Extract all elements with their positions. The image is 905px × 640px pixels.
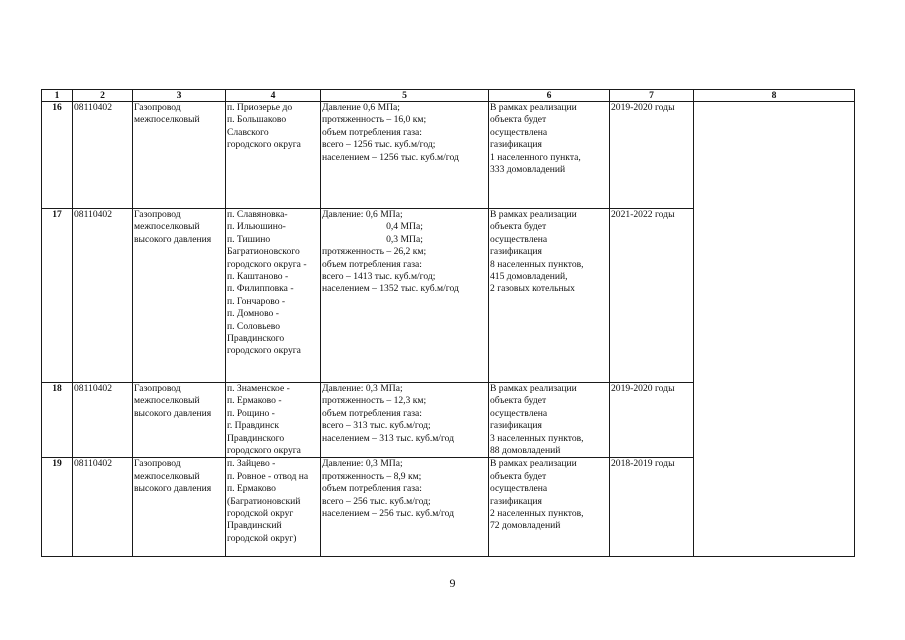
object-name [133,383,226,458]
table-header-row [42,90,855,102]
column-header-4: 4 [226,90,321,102]
route-description [226,383,321,458]
text-line: п. Большаково [227,114,287,126]
text-line: протяженность – 26,2 км; [322,246,427,258]
route-description [226,458,321,557]
expected-result [489,383,610,458]
row-code: 08110402 [73,209,133,383]
text-line: 72 домовладений [490,520,561,532]
text-line: объем потребления газа: [322,258,422,270]
text-line: межпоселковый [134,221,200,233]
text-line: населением – 313 тыс. куб.м/год [322,432,455,444]
expected-result [489,209,610,383]
investment-projects-table [41,89,855,557]
text-line: осуществлена [490,233,548,245]
text-line: п. Зайцево - [227,458,276,470]
text-line: п. Знаменское - [227,383,290,394]
technical-parameters [321,209,489,383]
text-line: Багратионовского [227,246,300,258]
text-line: осуществлена [490,407,548,419]
text-line: осуществлена [490,126,548,138]
text-line: межпоселковый [134,395,200,407]
text-line: городской округ) [227,532,297,544]
text-line: населением – 256 тыс. куб.м/год [322,508,455,520]
row-code: 08110402 [73,102,133,209]
text-line: п. Приозерье до [227,102,293,113]
text-line: Газопровод [134,209,181,220]
text-line: 3 населенных пунктов, [490,432,584,444]
column-header-7: 7 [610,90,694,102]
text-line: объем потребления газа: [322,126,422,138]
text-line: п. Ровное - отвод на [227,470,309,482]
text-line: 2 населенных пунктов, [490,508,584,520]
text-line: 1 населенного пункта, [490,151,581,163]
text-line: Газопровод [134,383,181,394]
text-line: объекта будет [490,395,547,407]
text-line: Славского [227,126,269,138]
object-name [133,209,226,383]
text-line: Правдинского [227,432,285,444]
text-line: Правдинский [227,520,282,532]
text-line: г. Правдинск [227,420,279,432]
text-line: п. Тишино [227,233,271,245]
row-number: 16 [42,102,73,209]
text-line: Давление: 0,3 МПа; [322,458,403,470]
text-line: всего – 1413 тыс. куб.м/год; [322,271,436,283]
text-line: объем потребления газа: [322,483,422,495]
implementation-period: 2018-2019 годы [610,458,694,557]
row-code: 08110402 [73,383,133,458]
text-line: п. Ермаково - [227,395,282,407]
object-name [133,458,226,557]
text-line: Давление 0,6 МПа; [322,102,400,113]
text-line: газификация [490,420,542,432]
text-line: газификация [490,495,542,507]
expected-result [489,102,610,209]
text-line: 333 домовладений [490,164,566,176]
text-line: объекта будет [490,221,547,233]
text-line: 415 домовладений, [490,271,568,283]
column-header-3: 3 [133,90,226,102]
object-name [133,102,226,209]
text-line: п. Соловьево [227,320,281,332]
text-line: п. Гончарово - [227,295,286,307]
text-line: 0,3 МПа; [386,233,423,245]
column-header-6: 6 [489,90,610,102]
text-line: В рамках реализации [490,383,577,394]
text-line: п. Ермаково [227,483,276,495]
text-line: протяженность – 12,3 км; [322,395,427,407]
text-line: объем потребления газа: [322,407,422,419]
note-cell [694,102,855,557]
text-line: Правдинского [227,333,285,345]
text-line: объекта будет [490,470,547,482]
text-line: межпоселковый [134,470,200,482]
text-line: Давление: 0,3 МПа; [322,383,403,394]
text-line: городского округа [227,139,301,151]
row-code: 08110402 [73,458,133,557]
text-line: (Багратионовский [227,495,301,507]
text-line: осуществлена [490,483,548,495]
text-line: всего – 313 тыс. куб.м/год; [322,420,431,432]
row-number: 19 [42,458,73,557]
text-line: п. Славяновка- [227,209,288,220]
column-header-2: 2 [73,90,133,102]
route-description [226,102,321,209]
route-description [226,209,321,383]
text-line: п. Рощино - [227,407,275,419]
text-line: В рамках реализации [490,102,577,113]
column-header-1: 1 [42,90,73,102]
text-line: всего – 1256 тыс. куб.м/год; [322,139,436,151]
text-line: Газопровод [134,102,181,113]
row-number: 17 [42,209,73,383]
implementation-period: 2021-2022 годы [610,209,694,383]
expected-result [489,458,610,557]
text-line: газификация [490,246,542,258]
technical-parameters [321,102,489,209]
page-number: 9 [449,576,456,590]
text-line: протяженность – 16,0 км; [322,114,427,126]
text-line: п. Домново - [227,308,279,320]
text-line: межпоселковый [134,114,200,126]
technical-parameters [321,383,489,458]
text-line: В рамках реализации [490,458,577,470]
text-line: 88 домовладений [490,445,561,457]
table-row [42,102,855,209]
text-line: объекта будет [490,114,547,126]
text-line: п. Филипповка - [227,283,294,295]
technical-parameters [321,458,489,557]
text-line: городского округа [227,345,301,357]
implementation-period: 2019-2020 годы [610,383,694,458]
text-line: всего – 256 тыс. куб.м/год; [322,495,431,507]
text-line: городского округа [227,445,301,457]
text-line: В рамках реализации [490,209,577,220]
text-line: высокого давления [134,407,212,419]
text-line: высокого давления [134,483,212,495]
column-header-8: 8 [694,90,855,102]
row-number: 18 [42,383,73,458]
text-line: Газопровод [134,458,181,470]
text-line: населением – 1352 тыс. куб.м/год [322,283,459,295]
text-line: п. Каштаново - [227,271,289,283]
text-line: населением – 1256 тыс. куб.м/год [322,151,459,163]
text-line: п. Ильюшино- [227,221,286,233]
text-line: высокого давления [134,233,212,245]
text-line: Давление: 0,6 МПа; [322,209,403,220]
text-line: 8 населенных пунктов, [490,258,584,270]
text-line: протяженность – 8,9 км; [322,470,422,482]
text-line: газификация [490,139,542,151]
text-line: 0,4 МПа; [386,221,423,233]
text-line: городского округа - [227,258,307,270]
text-line: 2 газовых котельных [490,283,575,295]
text-line: городской округ [227,508,294,520]
column-header-5: 5 [321,90,489,102]
implementation-period: 2019-2020 годы [610,102,694,209]
